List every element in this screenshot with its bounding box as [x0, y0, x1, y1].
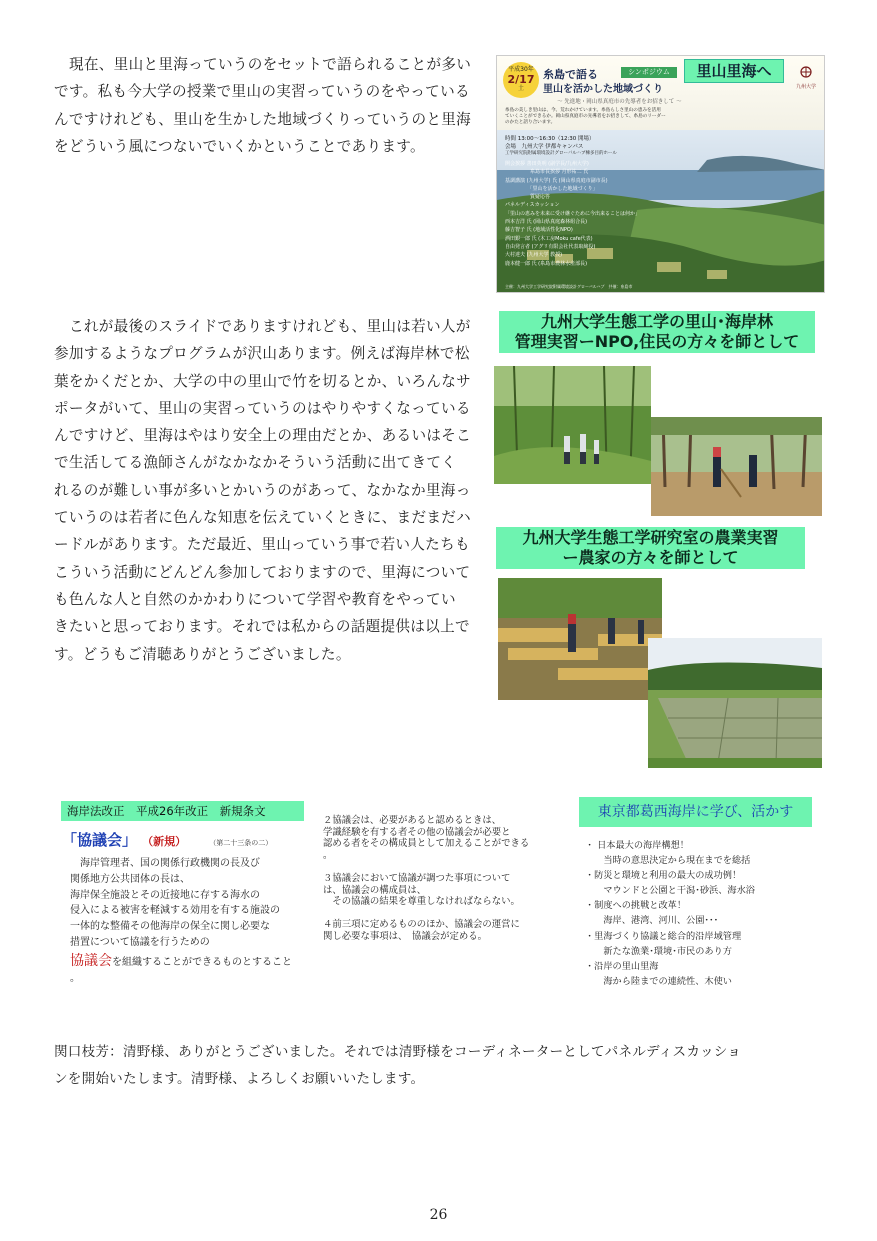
clause-line: は、協議会の構成員は、: [323, 884, 427, 896]
date-day: 土: [517, 85, 524, 92]
text-line: こういう活動にどんどん参加しておりますので、里海について: [54, 563, 471, 581]
text-line: ードルがあります。ただ最近、里山っていう事で若い人たちも: [54, 536, 470, 554]
banner-line: ー農家の方々を師として: [562, 548, 739, 567]
council-line: 侵入による被害を軽減する効用を有する施設の: [70, 905, 280, 917]
poster-venue: 会場 九州大学 伊都キャンパス: [505, 144, 584, 150]
kasai-line: 新たな漁業･環境･市民のあり方: [585, 945, 732, 957]
council-last-line: [70, 954, 292, 971]
text-line: きたいと思っております。それでは私からの話題提供は以上で: [54, 618, 470, 636]
council-keyword: 協議会: [70, 952, 112, 969]
council-last-tail: を組織することができるものとすること: [112, 956, 292, 968]
clause-line: 認める者をその構成員として加えることができる: [323, 838, 530, 850]
council-line: 。: [70, 972, 80, 984]
program-line: 「里山を活かした地域づくり」: [505, 185, 598, 192]
kasai-line: 海岸、港湾、河川、公園･･･: [585, 915, 719, 927]
banner-line: 管理実習ーNPO,住民の方々を師として: [514, 332, 800, 351]
text-line: で生活してる漁師さんがなかなかそういう活動に出てきてく: [54, 454, 457, 472]
council-clauses: [323, 815, 529, 943]
council-new-label: （新規）: [142, 835, 187, 848]
poster-intro: [505, 108, 666, 126]
clause-line: [323, 908, 529, 920]
program-line: 質疑応答: [505, 194, 551, 201]
council-title-row: [62, 829, 272, 850]
poster-footer: 主催：九州大学工学研究院附属環境設計グローバルハブ 共催：糸島市: [505, 284, 633, 289]
rice-harvest-photo: [498, 578, 662, 700]
university-logo: [791, 64, 821, 90]
clause-line: ３協議会において協議が調つた事項について: [323, 872, 511, 884]
council-title: 「協議会」: [62, 831, 138, 849]
forest-work-photo: [494, 366, 651, 484]
kasai-line: ・防災と環境と利用の最大の成功例！: [585, 870, 742, 882]
banner-line: 九州大学生態工学研究室の農業実習: [522, 528, 779, 547]
kasai-line: 海から陸までの連続性、木使い: [585, 975, 732, 987]
clause-line: 学識経験を有する者その他の協議会が必要と: [323, 826, 511, 838]
text-line: 参加するようなプログラムが沢山あります。例えば海岸林で松: [54, 345, 470, 363]
tokyo-kasai-header: 東京都葛西海岸に学び、活かす: [579, 797, 812, 827]
pine-forest-photo: [651, 417, 822, 516]
date-era: 平成30年: [508, 66, 534, 73]
council-line: 措置について協議を行うための: [70, 936, 210, 948]
poster-time: 時間 13:00〜16:30（12:30 開場）: [505, 136, 595, 142]
paragraph-2: [54, 313, 471, 668]
kasai-line: ・里海づくり協議と総合的沿岸域管理: [585, 930, 742, 942]
clause-line: 。: [323, 849, 333, 861]
text-line: んですけれども、里山を生かした地域づくりっていうのと里海: [54, 110, 472, 128]
poster-venue-sub: 工学研究院附属環境設計グローバルハブ棟多目的ホール: [505, 151, 617, 156]
coast-law-header: 海岸法改正 平成26年改正 新規条文: [61, 801, 304, 821]
symposium-poster: [496, 55, 825, 293]
text-line: れるのが難しい事が多いとかいうのがあって、なかなか里海っ: [54, 481, 471, 499]
text-line: んですけど、里海はやはり安全上の理由だとか、あるいはそこ: [54, 427, 472, 445]
text-line: す。どうもご清聴ありがとうございました。: [54, 645, 351, 663]
forest-practicum-banner: [499, 311, 815, 353]
date-value: 2/17: [507, 73, 535, 86]
paddy-field-photo: [648, 638, 822, 768]
text-line: ポータがいて、里山の実習っていうのはやりやすくなっている: [54, 399, 471, 417]
program-line: 基調講演 (九州大学) 氏 (岡山県真庭市副市長): [505, 177, 608, 184]
text-line: 関口枝芳：清野様、ありがとうございました。それでは清野様をコーディネーターとしてパネルディスカッショ: [54, 1044, 742, 1060]
clause-line: [323, 861, 529, 873]
text-line: ンを開始いたします。清野様、よろしくお願いいたします。: [54, 1071, 425, 1087]
text-line: です。私も今大学の授業で里山の実習っていうのをやっている: [54, 83, 470, 101]
program-line: 開会挨拶 善田英明 (副学長/九州大学): [505, 161, 589, 167]
clause-line: ４前三項に定めるもののほか、協議会の運営に: [323, 919, 520, 931]
poster-intro-line: のかたと語り合います。: [505, 120, 556, 125]
banner-line: 九州大学生態工学の里山･海岸林: [540, 312, 773, 331]
symposium-tag: シンポジウム: [621, 67, 677, 78]
text-line: 現在、里山と里海っていうのをセットで語られることが多い: [69, 56, 472, 73]
text-line: も色んな人と自然のかかわりについて学習や教育をやってい: [54, 590, 456, 608]
poster-program: [505, 160, 640, 268]
date-badge: [503, 62, 539, 98]
kasai-line: 当時の意思決定から現在までを総括: [585, 855, 751, 867]
program-line: 糸島市長挨拶 月形祐二 氏: [505, 169, 589, 176]
council-article: （第二十三条の二）: [209, 839, 273, 847]
program-line: パネルディスカッション: [505, 202, 560, 209]
clause-line: その協議の結果を尊重しなければならない。: [323, 896, 520, 908]
clause-line: 関し必要な事項は、 協議会が定める。: [323, 930, 488, 942]
clause-line: ２協議会は、必要があると認めるときは、: [323, 815, 502, 826]
council-line: 一体的な整備その他海岸の保全に関し必要な: [70, 921, 270, 933]
council-line: 海岸保全施設とその近接地に存する海水の: [70, 889, 260, 901]
program-line: 酒田銀一郎 氏 (木工房Moku cafe代表): [505, 235, 593, 242]
program-line: 西本吉洋 氏 (岡山県真庭森林組合長): [505, 219, 588, 226]
poster-intro-line: ていくことができるか。岡山県真庭市の先導者をお招きして、糸島のリーダー: [505, 114, 666, 119]
council-article-text: [70, 856, 292, 986]
program-line: 鹿本健一郎 氏 (糸島市農林水産部長): [505, 260, 588, 267]
program-line: 藤吉智子 氏 (地域活性化NPO): [505, 227, 573, 234]
poster-intro-line: 糸島の美しき里山は、今、荒れかけています。糸島らしさ里山の恵みを活用: [505, 108, 661, 113]
satoyama-satoumi-banner: 里山里海へ: [684, 59, 784, 83]
kasai-line: ・沿岸の里山里海: [585, 960, 659, 972]
poster-title-b: 里山を活かした地域づくり: [543, 84, 663, 95]
poster-subtitle: 〜 先進地・岡山県真庭市の先導者をお招きして 〜: [557, 99, 682, 105]
council-line: 関係地方公共団体の長は、: [70, 873, 190, 885]
text-line: をどういう風につないでいくかということであります。: [54, 137, 425, 155]
university-logo-text: 九州大学: [795, 84, 816, 90]
kasai-line: ・制度への挑戦と改革！: [585, 900, 687, 912]
page-number: 26: [429, 1207, 448, 1223]
program-line: 「里山の恵みを未来に受け継ぐために今出来ることは何か」: [505, 210, 641, 217]
text-line: 葉をかくだとか、大学の中の里山で竹を切るとか、いろんなサ: [54, 372, 472, 390]
poster-title-a: 糸島で語る: [543, 68, 598, 81]
farm-practicum-banner: [496, 527, 805, 569]
university-crest-icon: [799, 65, 813, 79]
kasai-line: マウンドと公園と干潟･砂浜、海水浴: [585, 885, 755, 897]
text-line: ていうのは若者に色んな知恵を伝えていくときに、まだまだハ: [54, 509, 472, 527]
text-line: これが最後のスライドでありますけれども、里山は若い人が: [69, 318, 471, 335]
tokyo-kasai-list: [585, 838, 755, 989]
closing-paragraph: [54, 1039, 741, 1093]
kasai-line: ・ 日本最大の海岸構想！: [585, 840, 689, 851]
council-line: 海岸管理者、国の関係行政機関の長及び: [70, 858, 260, 869]
program-line: 自由発言者 (アグリ有限会社代表取締役): [505, 243, 596, 250]
program-line: 大村達夫 (九州大学 教授): [505, 252, 563, 259]
paragraph-1: [54, 51, 471, 160]
